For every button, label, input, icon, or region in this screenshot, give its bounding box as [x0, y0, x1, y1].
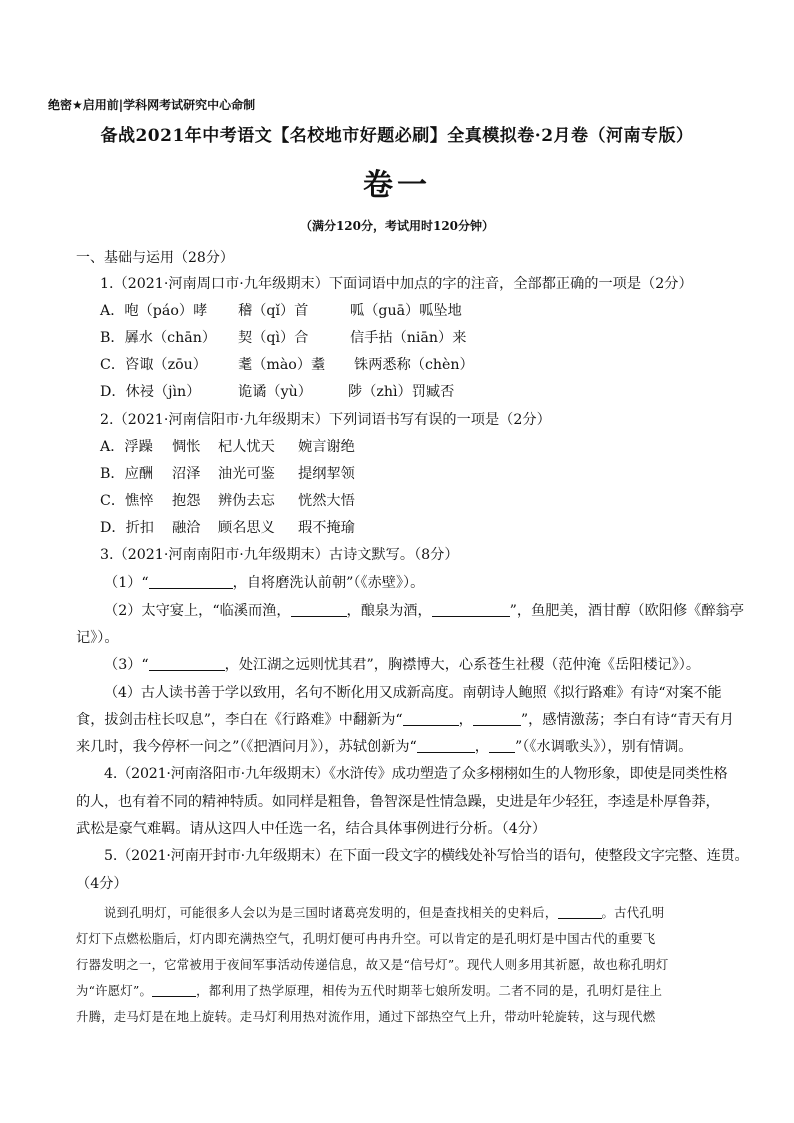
option-word: 诡谲（yù） — [238, 384, 312, 400]
blank-line[interactable] — [403, 711, 459, 726]
option-word: 惆怅 — [172, 439, 201, 455]
text-segment: ”，感情激荡；李白有诗“青天有月 — [520, 712, 734, 728]
question-4-line-2: 的人，也有着不同的精神特质。如同样是粗鲁，鲁智深是性情急躁，史进是年少轻狂，李逵是朴厚鲁莽， — [76, 794, 720, 810]
text-segment: 。古代孔明 — [601, 906, 665, 920]
option-word: 呱（guā）呱坠地 — [350, 303, 462, 319]
text-segment: ，处江湖之远则忧其君”，胸襟博大，心系苍生社稷（范仲淹《岳阳楼记》）。 — [224, 657, 701, 673]
question-3-item-3 — [104, 654, 700, 674]
question-4-line-1: 4.（2021·河南洛阳市·九年级期末）《水浒传》成功塑造了众多栩栩如生的人物形象，即使是同类性格 — [104, 766, 728, 782]
score-note: （满分120分，考试用时120分钟） — [299, 219, 495, 233]
blank-line[interactable] — [149, 574, 233, 589]
text-segment: （1）“ — [104, 575, 149, 591]
option-word: 提纲挈领 — [298, 466, 355, 482]
text-segment: ”（《水调歌头》），别有情调。 — [515, 739, 693, 755]
text-segment: 食，拔剑击柱长叹息”，李白在《行路难》中翻新为“ — [76, 712, 403, 728]
text-segment: ， — [458, 712, 473, 728]
exam-title: 备战2021年中考语文【名校地市好题必刷】全真模拟卷·2月卷（河南专版） — [100, 126, 694, 146]
question-1-stem: 1.（2021·河南周口市·九年级期末）下面词语中加点的字的注音，全部都正确的一项是（2分） — [100, 276, 693, 292]
question-5-line-1: 5.（2021·河南开封市·九年级期末）在下面一段文字的横线处补写恰当的语句，使整段文字完整、连贯。 — [104, 848, 749, 864]
option-word: A．咆（páo）哮 — [100, 303, 208, 319]
text-segment: ”，鱼肥美，酒甘醇（欧阳修《醉翁亭 — [509, 603, 744, 619]
passage-line-1 — [104, 903, 665, 921]
text-segment: （3）“ — [104, 657, 149, 673]
passage-line-4 — [76, 981, 662, 999]
option-word: 辨伪去忘 — [218, 493, 275, 509]
text-segment: 为“许愿灯”。 — [76, 984, 153, 998]
option-word: 铢两悉称（chèn） — [354, 357, 474, 373]
blank-line[interactable] — [473, 711, 521, 726]
question-3-item-4-line3 — [76, 736, 692, 756]
volume-title: 卷一 — [363, 168, 431, 203]
option-word: 耄（mào）耋 — [238, 357, 326, 373]
question-4-line-3: 武松是豪气难羁。请从这四人中任选一名，结合具体事例进行分析。（4分） — [76, 821, 547, 837]
question-3-item-4-line2 — [76, 709, 734, 729]
option-word: C．憔悴 — [100, 493, 154, 509]
section-title: 一、基础与运用（28分） — [76, 250, 234, 266]
blank-line[interactable] — [558, 906, 602, 919]
option-word: 沼泽 — [172, 466, 201, 482]
passage-line-3: 行器发明之一，它常被用于夜间军事活动传递信息，故又是“信号灯”。现代人则多用其祈愿，故也称孔明灯 — [76, 958, 669, 972]
option-word: B．应酬 — [100, 466, 153, 482]
option-word: 陟（zhì）罚臧否 — [348, 384, 455, 400]
option-word: 恍然大悟 — [298, 493, 355, 509]
question-2-stem: 2.（2021·河南信阳市·九年级期末）下列词语书写有误的一项是（2分） — [100, 412, 551, 428]
text-segment: ， — [474, 739, 489, 755]
question-1-option-d — [100, 381, 454, 401]
option-word: C．咨诹（zōu） — [100, 357, 207, 373]
question-2-option-b — [100, 463, 355, 483]
option-word: 杞人忧天 — [218, 439, 275, 455]
question-1-option-c — [100, 354, 474, 374]
passage-line-5: 升腾，走马灯是在地上旋转。走马灯利用热对流作用，通过下部热空气上升，带动叶轮旋转，这与现代燃 — [76, 1010, 656, 1024]
option-word: 抱怨 — [172, 493, 201, 509]
blank-line[interactable] — [432, 602, 510, 617]
question-1-option-a — [100, 300, 462, 320]
text-segment: ，自将磨洗认前朝”（《赤壁》）。 — [232, 575, 425, 591]
option-word: 婉言谢绝 — [298, 439, 355, 455]
option-word: 顾名思义 — [218, 520, 275, 536]
option-word: 油光可鉴 — [218, 466, 275, 482]
option-word: 信手拈（niān）来 — [350, 330, 467, 346]
question-3-item-2-cont: 记》）。 — [76, 630, 119, 646]
option-word: D．折扣 — [100, 520, 154, 536]
option-word: B．羼水（chān） — [100, 330, 217, 346]
text-segment: （2）太守宴上，“临溪而渔， — [104, 603, 291, 619]
option-word: D．休祲（jìn） — [100, 384, 201, 400]
blank-line[interactable] — [489, 738, 515, 753]
option-word: A．浮躁 — [100, 439, 153, 455]
text-segment: 说到孔明灯，可能很多人会以为是三国时诸葛亮发明的，但是查找相关的史料后， — [104, 906, 558, 920]
question-2-option-a — [100, 436, 355, 456]
question-3-stem: 3.（2021·河南南阳市·九年级期末）古诗文默写。（8分） — [100, 547, 459, 563]
question-3-item-4: （4）古人读书善于学以致用，名句不断化用又成新高度。南朝诗人鲍照《拟行路难》有诗“对案不能 — [104, 685, 722, 701]
question-1-option-b — [100, 327, 466, 347]
passage-line-2: 灯灯下点燃松脂后，灯内即充满热空气，孔明灯便可冉冉升空。可以肯定的是孔明灯是中国古代的重要飞 — [76, 932, 656, 946]
text-segment: ，都利用了热学原理，相传为五代时期莘七娘所发明。二者不同的是，孔明灯是往上 — [196, 984, 663, 998]
option-word: 瑕不掩瑜 — [298, 520, 355, 536]
question-3-item-1 — [104, 572, 424, 592]
text-segment: 来几时，我今停杯一问之”（《把酒问月》），苏轼创新为“ — [76, 739, 417, 755]
blank-line[interactable] — [152, 984, 196, 997]
text-segment: ，酿泉为酒， — [346, 603, 432, 619]
secret-label: 绝密★启用前|学科网考试研究中心命制 — [48, 98, 256, 112]
blank-line[interactable] — [417, 738, 475, 753]
option-word: 融洽 — [172, 520, 201, 536]
option-word: 稽（qǐ）首 — [238, 303, 309, 319]
question-3-item-2 — [104, 600, 744, 620]
option-word: 契（qì）合 — [238, 330, 309, 346]
question-2-option-d — [100, 517, 355, 537]
blank-line[interactable] — [291, 602, 347, 617]
blank-line[interactable] — [149, 656, 225, 671]
question-2-option-c — [100, 490, 355, 510]
question-5-line-2: （4分） — [76, 876, 128, 892]
